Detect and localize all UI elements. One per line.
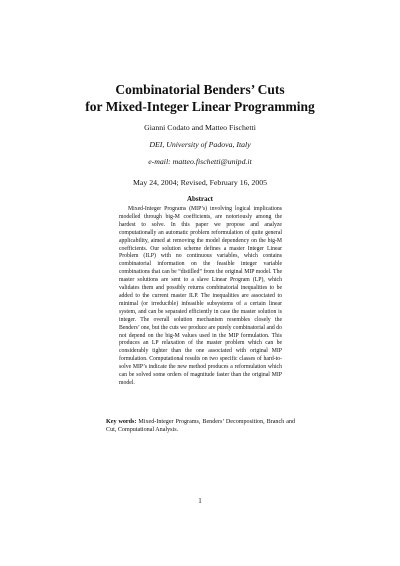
paper-title-line-2: for Mixed-Integer Linear Programming xyxy=(85,99,315,114)
paper-title-line-1: Combinatorial Benders’ Cuts xyxy=(115,82,285,97)
page-number: 1 xyxy=(198,497,202,505)
keywords-text: Mixed-Integer Programs, Benders’ Decomposition, Branch and Cut, Computational Analysis. xyxy=(106,419,295,434)
dates: May 24, 2004; Revised, February 16, 2005 xyxy=(132,178,268,187)
affiliation: DEI, University of Padova, Italy xyxy=(149,140,251,149)
keywords-label: Key words: xyxy=(106,419,137,425)
keywords xyxy=(106,418,295,434)
abstract-text: Mixed-Integer Programs (MIP’s) involving logical implications modelled through big-M coefficients, are notoriously among the hardest to solve. In this paper we propose and analyze computationally an automatic problem reformulation of quite general applicability, aimed at removing the model dependency on the big-M coefficients. Our solution scheme defines a master Integer Linear Problem (ILP) with no continuous variables, which contains combinatorial information on the feasible integer variable combinations that can be “distilled” from the original MIP model. The master solutions are sent to a slave Linear Program (LP), which validates them and possibly returns combinatorial inequalities to be added to the current master ILP. The inequalities are associated to minimal (or irreducible) infeasible subsystems of a certain linear system, and can be separated efficiently in case the master solution is integer. The overall solution mechanism resembles closely the Benders’ one, but the cuts we produce are purely combinatorial and do not depend on the big-M values used in the MIP formulation. This produces an LP relaxation of the master problem which can be considerably tighter than the one associated with original MIP formulation. Computational results on two specific classes of hard-to-solve MIP’s indicate the new method produces a reformulation which can be solved some orders of magnitude faster than the original MIP model. xyxy=(119,206,282,386)
email: e-mail: matteo.fischetti@unipd.it xyxy=(148,157,252,166)
abstract-heading: Abstract xyxy=(186,195,214,203)
authors: Gianni Codato and Matteo Fischetti xyxy=(144,123,256,132)
